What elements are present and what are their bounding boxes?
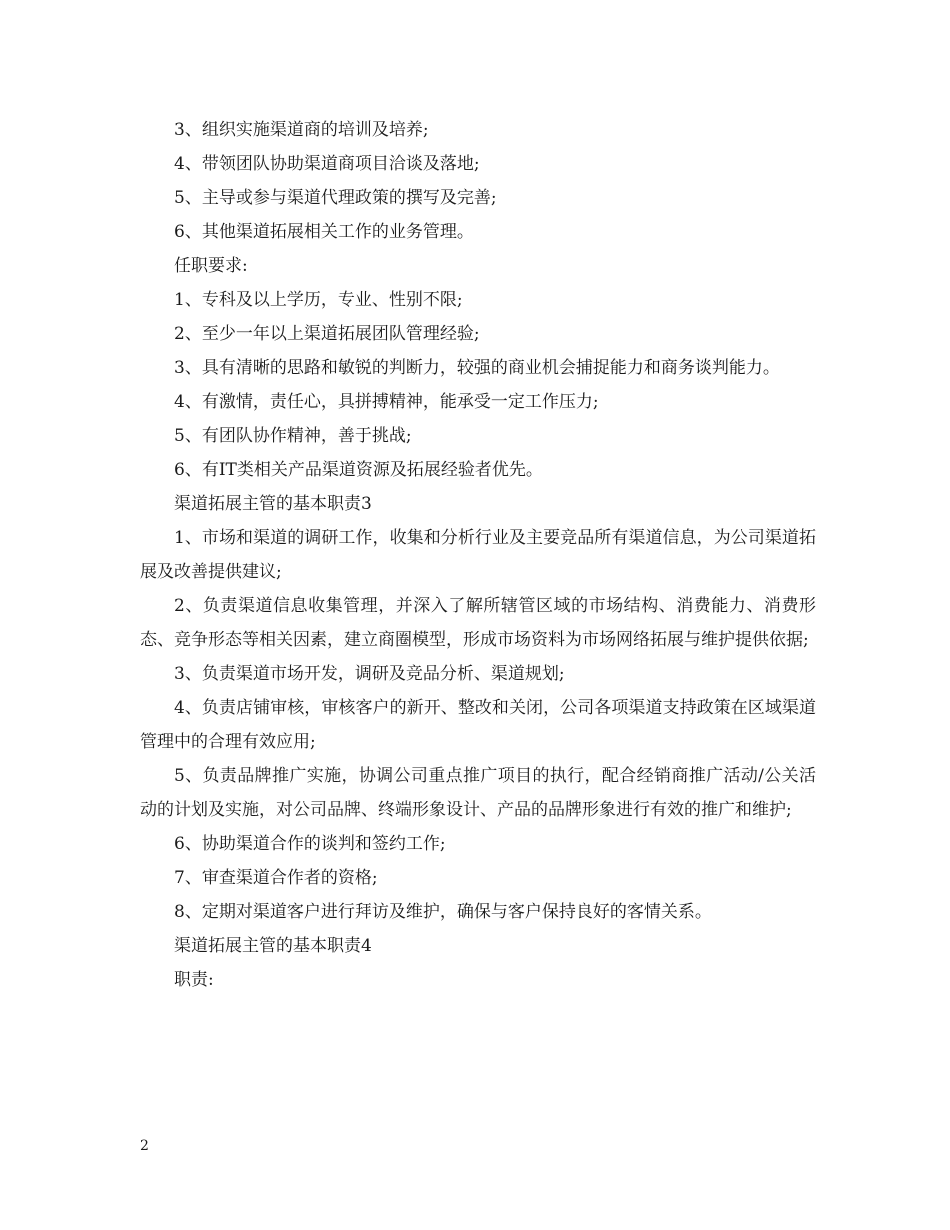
paragraph: 5、负责品牌推广实施，协调公司重点推广项目的执行，配合经销商推广活动/公关活动的计划及实施，对公司品牌、终端形象设计、产品的品牌形象进行有效的推广和维护;	[140, 766, 816, 820]
paragraph: 6、协助渠道合作的谈判和签约工作;	[174, 834, 446, 854]
section-heading: 渠道拓展主管的基本职责4	[174, 936, 372, 956]
paragraph: 6、其他渠道拓展相关工作的业务管理。	[174, 222, 474, 242]
paragraph: 2、负责渠道信息收集管理，并深入了解所辖管区域的市场结构、消费能力、消费形态、竞争形态等相关因素，建立商圈模型，形成市场资料为市场网络拓展与维护提供依据;	[140, 596, 816, 650]
paragraph: 3、具有清晰的思路和敏锐的判断力，较强的商业机会捕捉能力和商务谈判能力。	[174, 358, 780, 378]
paragraph: 1、市场和渠道的调研工作，收集和分析行业及主要竞品所有渠道信息，为公司渠道拓展及改善提供建议;	[140, 528, 816, 582]
page-number: 2	[140, 1138, 149, 1154]
paragraph: 8、定期对渠道客户进行拜访及维护，确保与客户保持良好的客情关系。	[174, 902, 712, 922]
paragraph: 1、专科及以上学历，专业、性别不限;	[174, 290, 463, 310]
paragraph: 6、有IT类相关产品渠道资源及拓展经验者优先。	[174, 460, 543, 480]
paragraph: 3、组织实施渠道商的培训及培养;	[174, 120, 429, 140]
paragraph: 4、负责店铺审核，审核客户的新开、整改和关闭，公司各项渠道支持政策在区域渠道管理中的合理有效应用;	[140, 698, 816, 752]
section-heading: 渠道拓展主管的基本职责3	[174, 494, 372, 514]
paragraph: 5、有团队协作精神，善于挑战;	[174, 426, 412, 446]
section-heading: 职责:	[174, 970, 214, 990]
section-heading: 任职要求:	[174, 256, 248, 276]
paragraph: 4、带领团队协助渠道商项目洽谈及落地;	[174, 154, 480, 174]
paragraph: 7、审查渠道合作者的资格;	[174, 868, 378, 888]
paragraph: 5、主导或参与渠道代理政策的撰写及完善;	[174, 188, 497, 208]
paragraph: 3、负责渠道市场开发，调研及竞品分析、渠道规划;	[174, 664, 565, 684]
document-body	[140, 113, 816, 997]
paragraph: 4、有激情，责任心，具拼搏精神，能承受一定工作压力;	[174, 392, 599, 412]
paragraph: 2、至少一年以上渠道拓展团队管理经验;	[174, 324, 480, 344]
